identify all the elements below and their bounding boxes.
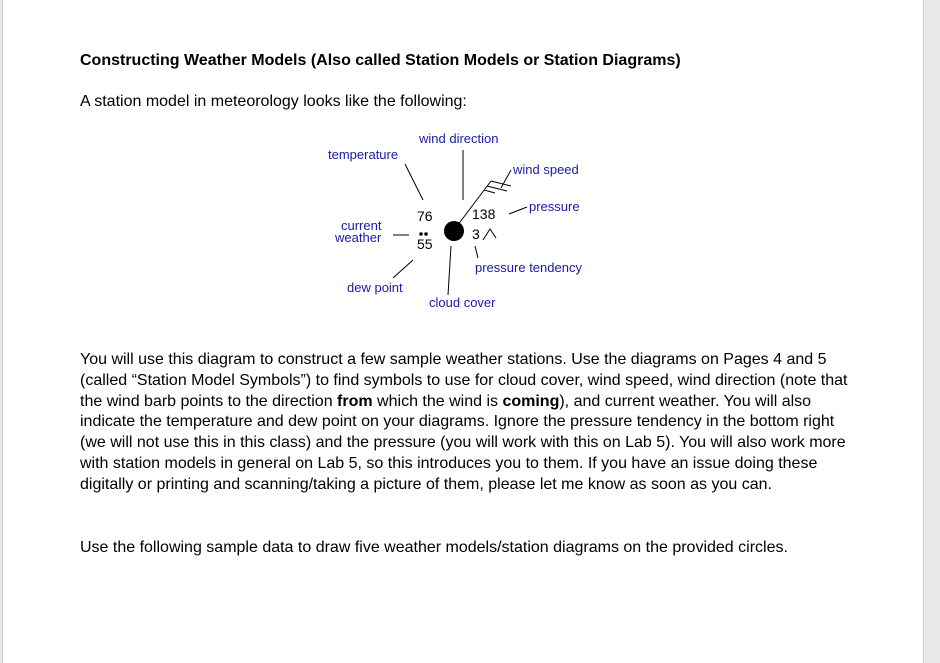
document-title: Constructing Weather Models (Also called Station Models or Station Diagrams) [80, 52, 681, 69]
value-pressure-tendency: 3 [472, 226, 480, 242]
leader-pressure [509, 207, 527, 214]
value-temperature: 76 [417, 208, 433, 224]
label-pressure-tendency: pressure tendency [475, 260, 582, 275]
instructions-bold-coming: coming [502, 392, 560, 410]
leader-temperature [405, 164, 423, 200]
leader-cloud-cover [448, 246, 451, 295]
label-cloud-cover: cloud cover [429, 295, 496, 310]
leader-dew-point [393, 260, 413, 278]
station-model-svg [323, 128, 613, 318]
instructions-paragraph [80, 350, 850, 496]
station-circle-icon [444, 221, 464, 241]
leader-pressure-tendency [475, 246, 478, 258]
value-pressure: 138 [472, 206, 496, 222]
document-page [2, 0, 924, 663]
label-temperature: temperature [328, 147, 399, 162]
label-current-weather-line1: current [341, 218, 382, 233]
label-wind-speed: wind speed [513, 162, 579, 177]
value-dew-point: 55 [417, 236, 433, 252]
station-model-diagram [323, 128, 613, 318]
instructions-text-c: ), and current weather. You will also indicate the temperature and dew point on your diagrams. Ignore the pressure tendency in the bottom right (we will not use this in this class) and the pressure (you will work with this on Lab 5). You will also work more with station models in general on Lab 5, so this introduces you to them. If you have an issue doing these digitally or printing and scanning/taking a picture of them, please let me know as soon as you can. [80, 392, 846, 493]
instructions-text-a: You will use this diagram to construct a few sample weather stations. Use the diagrams on Pages 4 and 5 (called “Station Model Symbols”) to find symbols to use for cloud cover, wind speed, wind direction (note that the wind barb points to the direction [80, 351, 848, 410]
instructions-text-b: which the wind is [372, 392, 503, 410]
sample-data-paragraph: Use the following sample data to draw five weather models/station diagrams on the provided circles. [80, 539, 788, 556]
label-wind-direction: wind direction [419, 131, 499, 146]
label-pressure: pressure [529, 199, 580, 214]
pressure-tendency-icon [483, 229, 496, 240]
label-current-weather-line2: weather [335, 230, 382, 245]
intro-text: A station model in meteorology looks like the following: [80, 93, 467, 110]
label-dew-point: dew point [347, 280, 403, 295]
instructions-bold-from: from [337, 392, 373, 410]
